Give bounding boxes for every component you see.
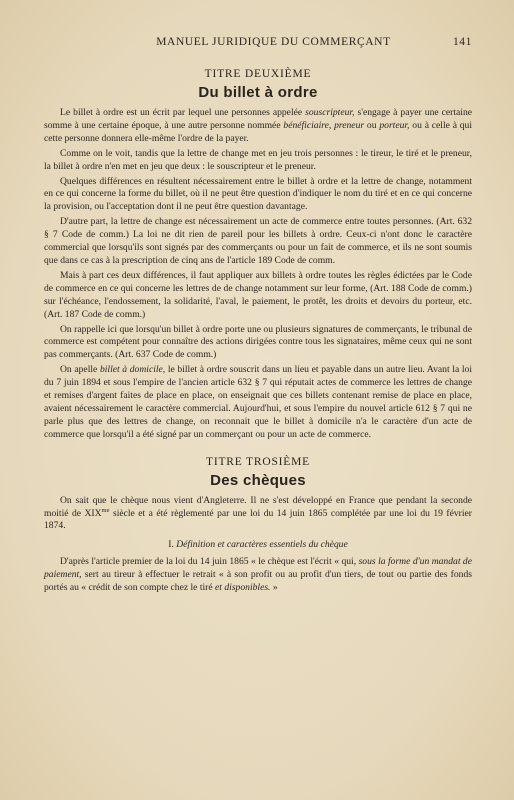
paragraph: D'après l'article premier de la loi du 14 juin 1865 « le chèque est l'écrit « qui, sous la forme d'un mandat de paiement, sert au tireur à effectuer le retrait « à son profit ou au profit d'un tiers, de tout ou partie des fonds portés au « crédit de son compte chez le tiré et disponibles. » — [44, 556, 472, 594]
subsection-heading: I. Définition et caractères essentiels du chèque — [168, 539, 348, 551]
page-number: 141 — [452, 36, 472, 48]
paragraph: On apelle billet à domicile, le billet à ordre souscrit dans un lieu et payable dans un autre lieu. Avant la loi du 7 juin 1894 et sous l'empire de l'ancien article 632 § 7 qui réputait actes de commerce les lettres de change et remises d'argent faites de place en place, on enseignait que ces billets contenant remise de place en place, avaient nécessairement le caractère commercial. Aujourd'hui, et sous l'empire du nouvel article 612 § 7 qui ne parle plus que des lettres de change, on reconnait que le billet à domicile n'a le caractère d'un acte de commerce que lorsqu'il a été signé par un commerçant ou pour un acte de commerce. — [44, 364, 472, 440]
running-header — [44, 36, 472, 48]
section-label: TITRE TROSIÈME — [206, 455, 310, 468]
section-heading: Des chèques — [210, 471, 306, 489]
paragraph: Le billet à ordre est un écrit par lequel une personnes appelée souscripteur, s'engage à payer une certaine somme à une certaine époque, à une autre personne nommée bénéficiaire, preneur ou porteur, ou à celle à qui cette personne donnera elle-même l'ordre de la payer. — [44, 107, 473, 144]
paragraph: Quelques différences en résultent nécessairement entre le billet à ordre et la lettre de change, notamment en ce qui concerne la forme du billet, où il ne peut être question d'indiquer le nom du tiré et en ce qui concerne la provision, ou l'acceptation dont il ne peut être question davantage. — [44, 175, 472, 213]
paragraph: Mais à part ces deux différences, il faut appliquer aux billets à ordre toutes les règles édictées par le Code de commerce en ce qui concerne les lettres de de change notamment sur leur forme, (Art. 188 Code de comm.) sur l'échéance, l'endossement, la solidarité, l'aval, le paiement, le protêt, les droits et devoirs du porteur, etc. (Art. 187 Code de comm.) — [44, 269, 472, 320]
paragraph: On sait que le chèque nous vient d'Angleterre. Il ne s'est développé en France que pendant la seconde moitié de $XIX^{me}$ siècle et a été règlementé par une loi du 14 juin 1865 complétée par une loi du 19 février 1874. — [44, 494, 472, 532]
section-heading: Du billet à ordre — [198, 84, 318, 101]
section-label: TITRE DEUXIÈME — [204, 68, 312, 80]
paragraph: On rappelle ici que lorsqu'un billet à ordre porte une ou plusieurs signatures de commerçants, le tribunal de commerce est compétent pour connaître des actions dirigées contre tous les signataires, même ceux qui ne sont pas commerçants. (Art. 637 Code de comm.) — [44, 323, 472, 361]
paragraph: Comme on le voit, tandis que la lettre de change met en jeu trois personnes : le tireur, le tiré et le preneur, la billet à ordre n'en met en jeu que deux : le souscripteur et le preneur. — [44, 147, 472, 172]
paragraph: D'autre part, la lettre de change est nécessairement un acte de commerce entre toutes personnes. (Art. 632 § 7 Code de comm.) La loi ne dit rien de pareil pour les billets à ordre. Ceux-ci n'ont donc le caractère commercial que lorsqu'ils sont signés par des commerçants ou pour un fait de commerce, et ils ne sont soumis que dans ce cas à la prescription de cinq ans de l'article 189 Code de comm. — [44, 216, 472, 266]
running-title: MANUEL JURIDIQUE DU COMMERÇANT — [156, 36, 391, 48]
